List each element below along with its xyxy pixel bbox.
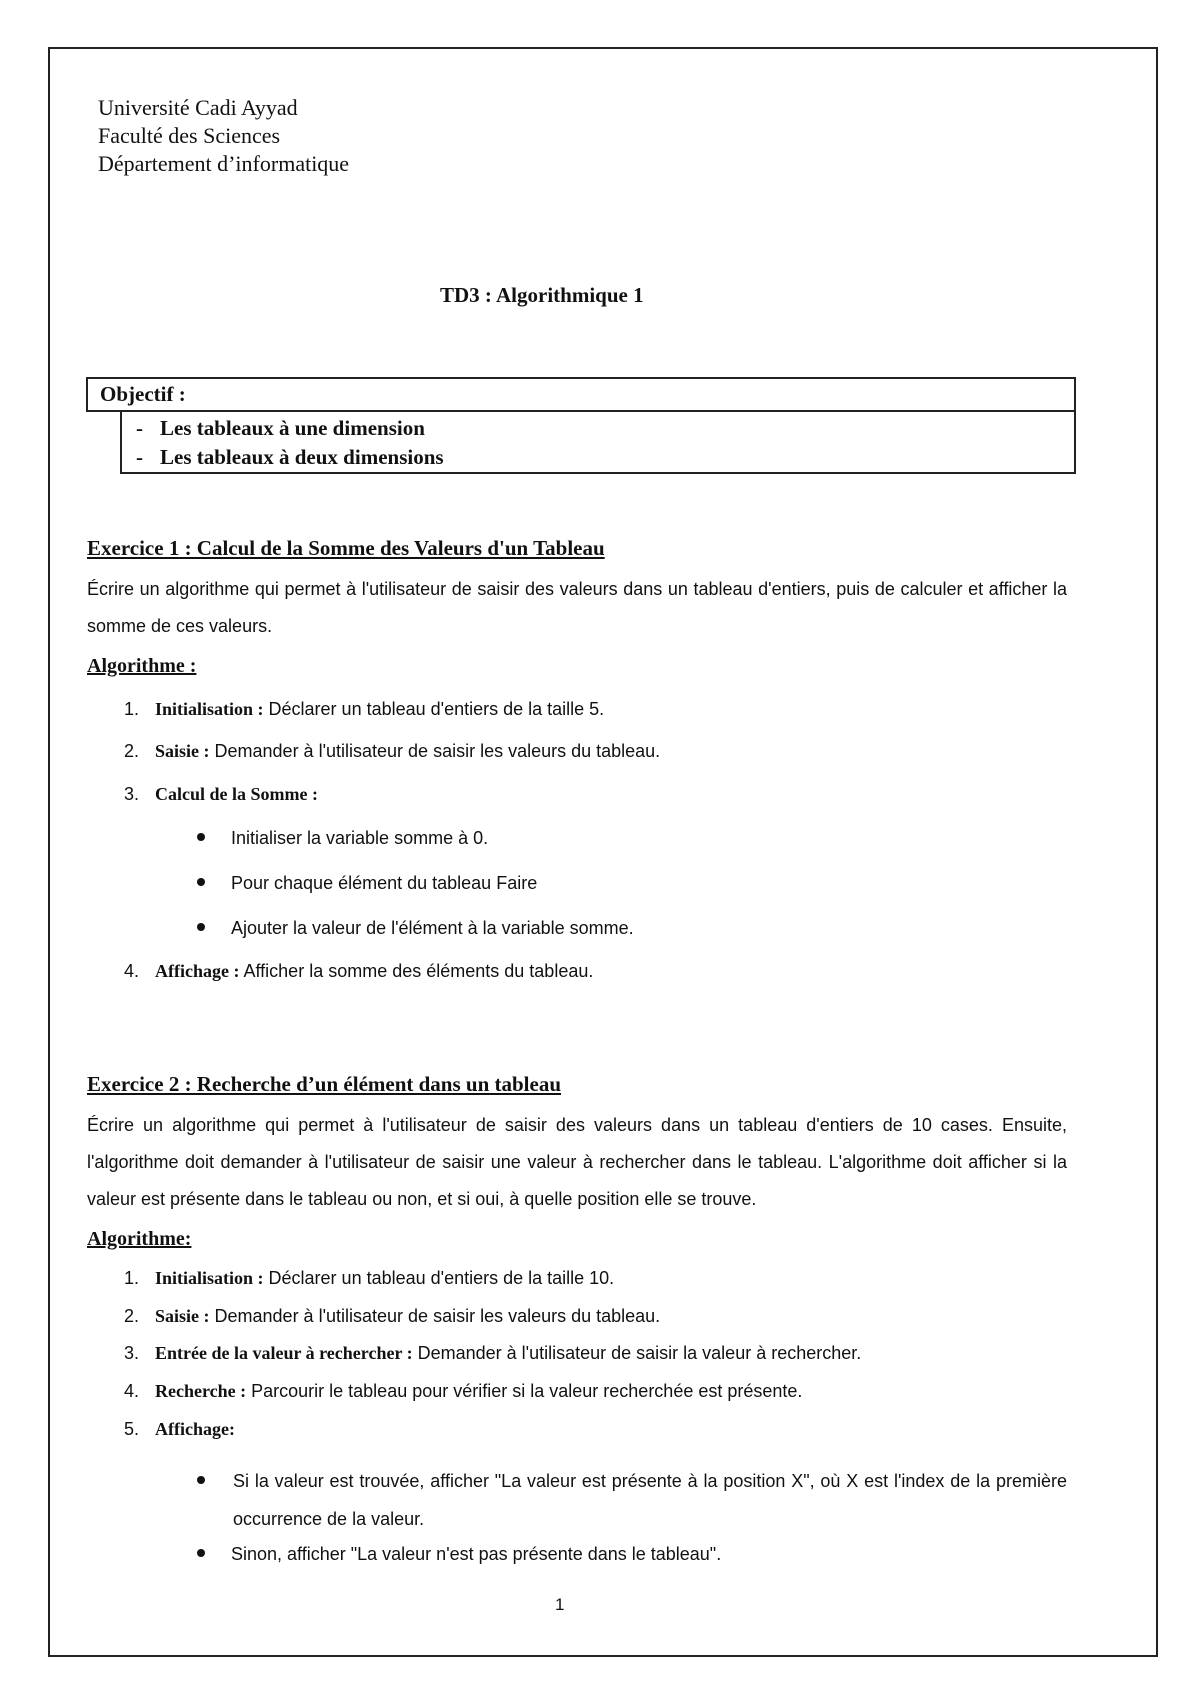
exercise-2-step: 3. Entrée de la valeur à rechercher : Demander à l'utilisateur de saisir la valeur à rechercher. — [123, 1343, 862, 1363]
exercise-2-step: 1. Initialisation : Déclarer un tableau d'entiers de la taille 10. — [123, 1268, 615, 1288]
exercise-1-bullet: Ajouter la valeur de l'élément à la variable somme. — [197, 918, 634, 939]
exercise-1-algorithm-label: Algorithme : — [87, 655, 197, 677]
objective-list-box — [120, 410, 1076, 474]
bullet-icon — [197, 1476, 205, 1484]
department-name: Département d’informatique — [98, 151, 350, 176]
exercise-2-step: 4. Recherche : Parcourir le tableau pour vérifier si la valeur recherchée est présente. — [123, 1381, 803, 1401]
exercise-2-statement: Écrire un algorithme qui permet à l'utilisateur de saisir des valeurs dans un tableau d'entiers de 10 cases. Ensuite, l'algorithme doit demander à l'utilisateur de saisir une valeur à rechercher dans le tableau. L'algorithme doit afficher si la valeur est présente dans le tableau ou non, et si oui, à quelle position elle se trouve. — [87, 1115, 1067, 1209]
exercise-1-step: 2. Saisie : Demander à l'utilisateur de saisir les valeurs du tableau. — [123, 741, 661, 761]
bullet-icon — [197, 878, 205, 886]
university-name: Université Cadi Ayyad — [98, 95, 298, 120]
objective-item: - Les tableaux à une dimension — [136, 416, 425, 440]
page-number: 1 — [555, 1595, 565, 1614]
exercise-1-statement: Écrire un algorithme qui permet à l'utilisateur de saisir des valeurs dans un tableau d'entiers, puis de calculer et afficher la somme de ces valeurs. — [87, 579, 1067, 636]
exercise-2-step: 2. Saisie : Demander à l'utilisateur de saisir les valeurs du tableau. — [123, 1306, 661, 1326]
bullet-icon — [197, 833, 205, 841]
exercise-1-title: Exercice 1 : Calcul de la Somme des Valeurs d'un Tableau — [87, 536, 605, 560]
exercise-1-step: 1. Initialisation : Déclarer un tableau d'entiers de la taille 5. — [123, 699, 605, 719]
objective-item: - Les tableaux à deux dimensions — [136, 445, 444, 469]
exercise-1-step: 3. Calcul de la Somme : — [123, 784, 318, 804]
exercise-2-bullet: Sinon, afficher "La valeur n'est pas présente dans le tableau". — [197, 1544, 721, 1565]
exercise-1-bullet: Pour chaque élément du tableau Faire — [197, 873, 537, 894]
faculty-name: Faculté des Sciences — [98, 123, 281, 148]
exercise-2-title: Exercice 2 : Recherche d’un élément dans un tableau — [87, 1072, 562, 1096]
bullet-icon — [197, 923, 205, 931]
exercise-2-step: 5. Affichage: — [123, 1419, 235, 1439]
page-title: TD3 : Algorithmique 1 — [440, 283, 644, 307]
objective-label: Objectif : — [100, 382, 186, 406]
exercise-1-step: 4. Affichage : Afficher la somme des éléments du tableau. — [123, 961, 594, 981]
exercise-2-bullet: Si la valeur est trouvée, afficher "La valeur est présente à la position X", où X est l'index de la première occurrence de la valeur. — [197, 1462, 1067, 1538]
bullet-icon — [197, 1549, 205, 1557]
exercise-1-bullet: Initialiser la variable somme à 0. — [197, 828, 488, 849]
objective-header-box — [86, 377, 1076, 412]
exercise-2-algorithm-label: Algorithme: — [87, 1228, 192, 1250]
